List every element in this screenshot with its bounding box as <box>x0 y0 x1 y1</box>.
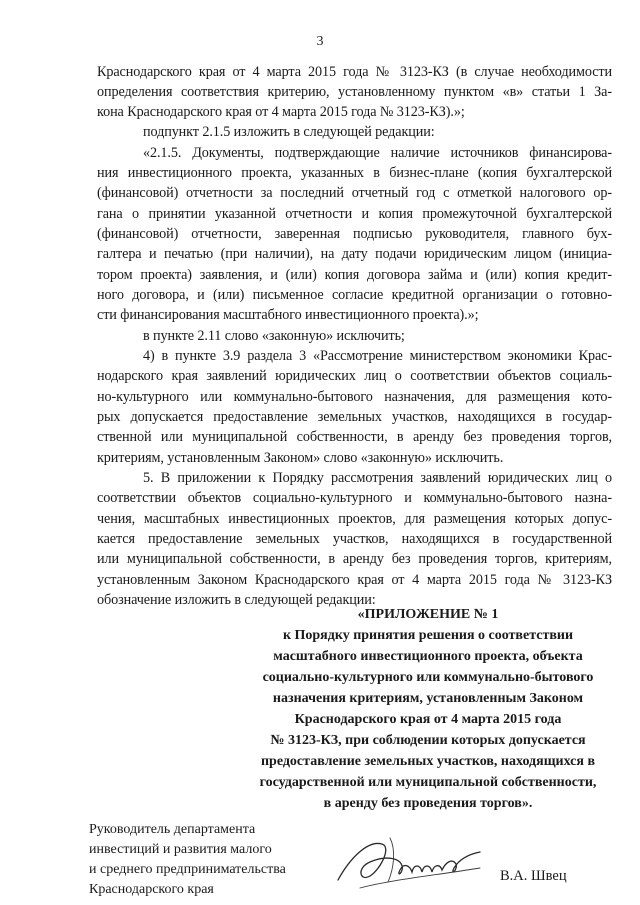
body-line: обозначение изложить в следующей редакции: <box>97 592 376 608</box>
body-line: нодарского края заявлений юридических лиц о соответствии объектов социаль- <box>97 368 612 384</box>
body-line: подпункт 2.1.5 изложить в следующей редакции: <box>143 124 435 140</box>
body-line: определения соответствия критерию, установленному пунктом «в» статьи 1 За- <box>97 84 612 100</box>
signer-name: В.А. Швец <box>500 868 567 884</box>
body-line: в пункте 2.11 слово «законную» исключить; <box>143 328 405 344</box>
signer-title-line: Руководитель департамента <box>89 822 256 837</box>
appendix-line: социально-культурного или коммунально-бытового <box>262 670 594 685</box>
body-line: кона Краснодарского края от 4 марта 2015 года № 3123-КЗ).»; <box>97 104 465 120</box>
signer-title-line: инвестиций и развития малого <box>89 842 272 857</box>
appendix-line: к Порядку принятия решения о соответствии <box>282 628 574 643</box>
appendix-line: назначения критериям, установленным Законом <box>272 691 584 706</box>
appendix-line: в аренду без проведения торгов». <box>323 796 533 811</box>
body-line: кается предоставление земельных участков, находящихся в государственной <box>97 531 612 547</box>
signer-title-line: Краснодарского края <box>89 882 214 897</box>
body-line: галтера и печатью (при наличии), на дату подачи юридическим лицом (инициа- <box>97 246 612 262</box>
appendix-line: предоставление земельных участков, находящихся в <box>260 754 596 769</box>
page-number: 3 <box>316 34 324 49</box>
body-line: «2.1.5. Документы, подтверждающие наличие источников финансирова- <box>143 145 612 161</box>
appendix-line: масштабного инвестиционного проекта, объекта <box>273 649 583 664</box>
body-line: ственной или муниципальной собственности, в аренду без проведения торгов, <box>97 429 612 445</box>
appendix-line: № 3123-КЗ, при соблюдении которых допускается <box>270 733 586 748</box>
body-line: но-культурного или коммунально-бытового назначения, для размещения кото- <box>97 389 612 405</box>
appendix-line: государственной или муниципальной собственности, <box>259 775 597 790</box>
signer-title-line: и среднего предпринимательства <box>89 862 286 877</box>
body-line: или муниципальной собственности, в аренду без проведения торгов, критериям, <box>97 551 612 567</box>
body-line: чения, масштабных инвестиционных проектов, для размещения которых допус- <box>97 511 612 527</box>
body-line: рых допускается предоставление земельных участков, находящихся в государ- <box>97 409 612 425</box>
appendix-line: Краснодарского края от 4 марта 2015 года <box>294 712 562 727</box>
body-line: сти финансирования масштабного инвестиционного проекта).»; <box>97 307 479 323</box>
body-line: ного договора, и (или) письменное согласие кредитной организации о готовно- <box>97 287 612 303</box>
body-line: (финансовой) отчетности за последний отчетный год с отметкой налогового ор- <box>97 185 612 201</box>
body-line: Краснодарского края от 4 марта 2015 года № 3123-КЗ (в случае необходимости <box>97 64 612 80</box>
appendix-title: «ПРИЛОЖЕНИЕ № 1 <box>357 607 499 622</box>
body-line: соответствии объектов социально-культурного и коммунально-бытового назна- <box>97 490 612 506</box>
body-line: 4) в пункте 3.9 раздела 3 «Рассмотрение министерством экономики Крас- <box>143 348 612 364</box>
body-line: тором проекта) заявления, и (или) копия договора займа и (или) копия кредит- <box>97 267 612 283</box>
body-line: (финансовой) отчетности, заверенная подписью руководителя, главного бух- <box>97 226 612 242</box>
body-line: критериям, установленным Законом» слово «законную» исключить. <box>97 450 504 466</box>
body-line: установленным Законом Краснодарского края от 4 марта 2015 года № 3123-КЗ <box>97 572 612 588</box>
body-line: 5. В приложении к Порядку рассмотрения заявлений юридических лиц о <box>143 470 612 486</box>
handwritten-signature <box>330 818 510 898</box>
body-line: ния инвестиционного проекта, указанных в бизнес-плане (копия бухгалтерской <box>97 165 612 181</box>
body-line: гана о принятии указанной отчетности и копия промежуточной бухгалтерской <box>97 206 612 222</box>
